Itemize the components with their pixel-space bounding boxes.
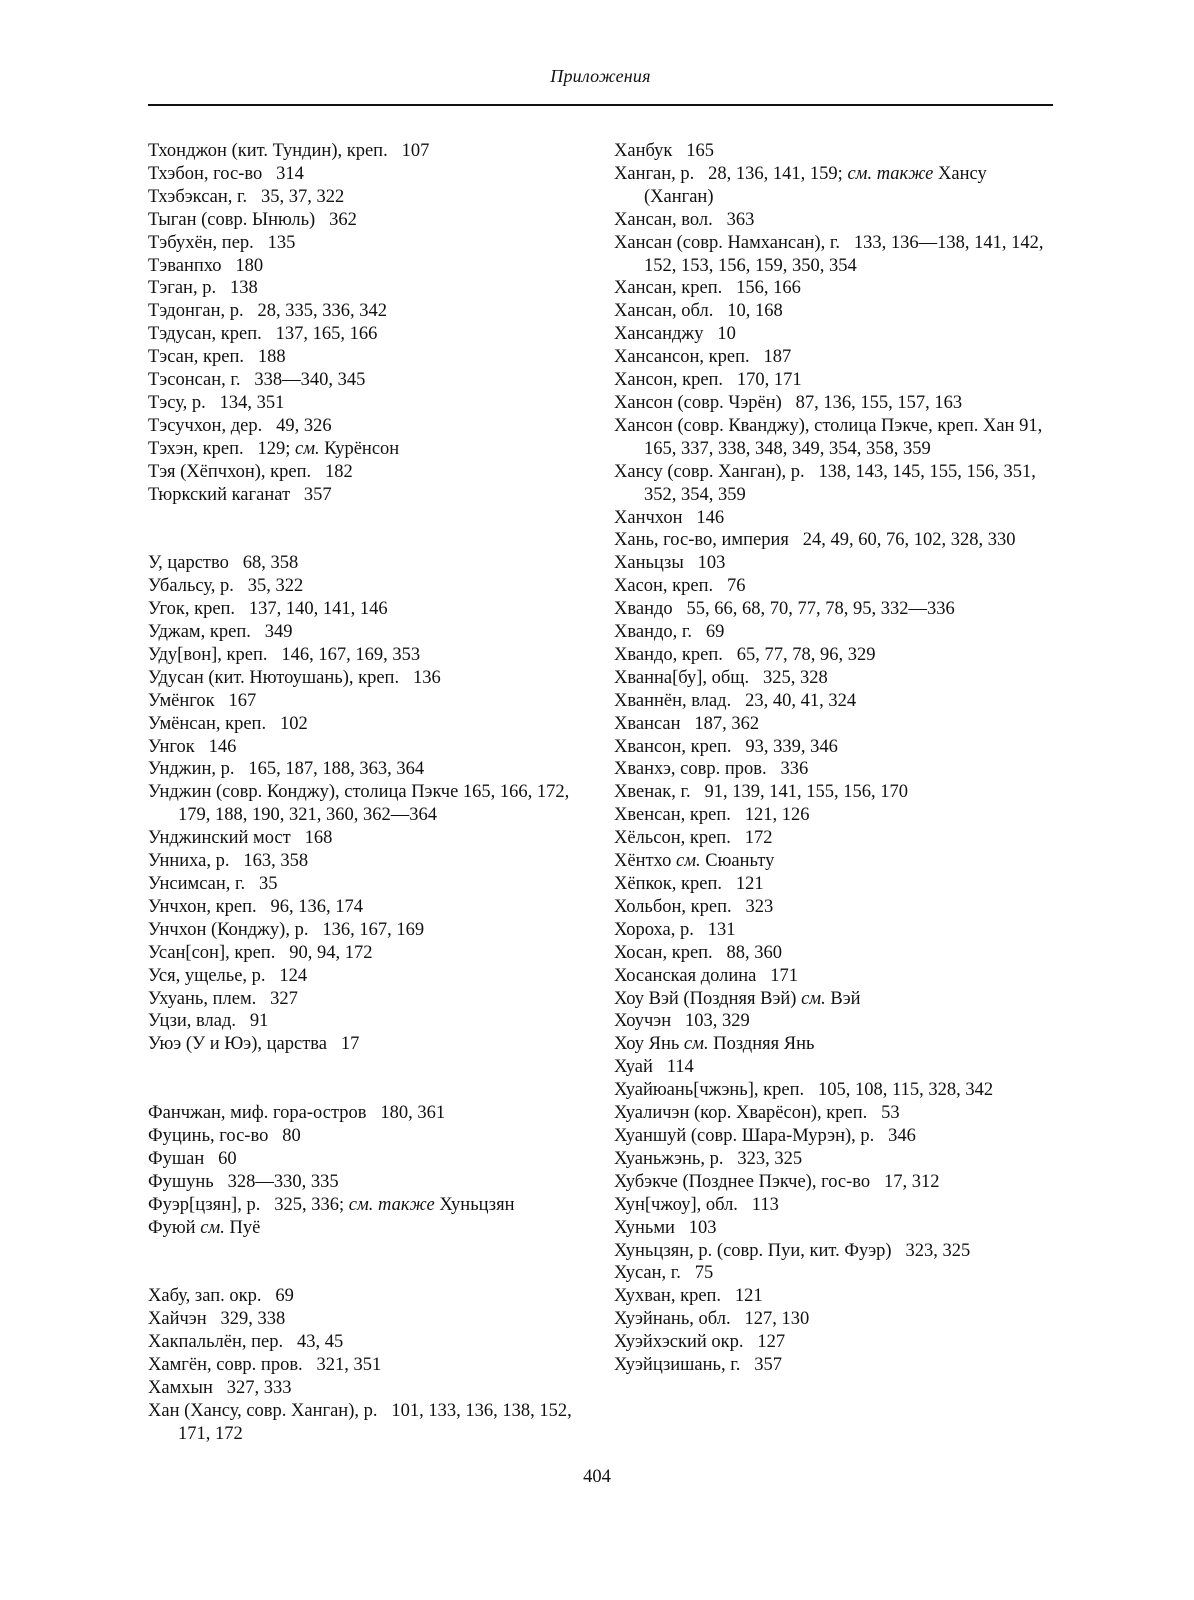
index-entry: Хабу, зап. окр. 69 (148, 1286, 294, 1307)
index-entry: Уду[вон], креп. 146, 167, 169, 353 (148, 644, 421, 665)
index-entry: Хансон (совр. Кванджу), столица Пэкче, креп. Хан 91, 165, 337, 338, 348, 349, 354, 358, 359 (614, 415, 1043, 459)
index-entry: Хвандо, г. 69 (614, 622, 725, 643)
index-entry: Ханбук 165 (614, 141, 715, 161)
index-entry: Хёнтхо см. Сюаньту (614, 851, 775, 872)
letter-section-gap (148, 1056, 588, 1102)
index-entry: Хванна[бу], общ. 325, 328 (614, 667, 828, 688)
index-entry: Хвандо 55, 66, 68, 70, 77, 78, 95, 332—336 (614, 599, 955, 620)
index-entry: Хансан, обл. 10, 168 (614, 301, 783, 322)
index-entry: Удусан (кит. Нютоушань), креп. 136 (148, 667, 441, 688)
index-entry: Тэванпхо 180 (148, 255, 264, 276)
index-entry: Хансон (совр. Чэрён) 87, 136, 155, 157, 163 (614, 392, 963, 413)
index-entry: Хвансон, креп. 93, 339, 346 (614, 736, 838, 757)
running-header: Приложения (550, 66, 651, 86)
index-entry: Хороха, р. 131 (614, 919, 736, 940)
index-entry: Хуэйхэский окр. 127 (614, 1332, 786, 1353)
index-column-right (614, 140, 1059, 1377)
index-entry: Ухуань, плем. 327 (148, 988, 298, 1009)
index-entry: Унчхон (Конджу), р. 136, 167, 169 (148, 919, 425, 940)
index-entry: Фуюй см. Пуё (148, 1217, 261, 1238)
index-entry: Уцзи, влад. 91 (148, 1011, 269, 1032)
index-entry: Хан (Хансу, совр. Ханган), р. 101, 133, 136, 138, 152, 171, 172 (148, 1400, 572, 1444)
index-entry: Хвандо, креп. 65, 77, 78, 96, 329 (614, 644, 876, 665)
index-entry: Ханчхон 146 (614, 507, 725, 528)
index-entry: Хуэйнань, обл. 127, 130 (614, 1309, 810, 1330)
index-entry: Хайчэн 329, 338 (148, 1309, 286, 1330)
index-entry: Хамхын 327, 333 (148, 1377, 292, 1398)
index-entry: Фуцинь, гос-во 80 (148, 1125, 301, 1146)
index-entry: Умёнгок 167 (148, 690, 257, 711)
index-entry: Хуньми 103 (614, 1217, 717, 1238)
index-entry: Унгок 146 (148, 736, 237, 757)
index-entry: Унджин, р. 165, 187, 188, 363, 364 (148, 759, 425, 780)
index-entry: Убальсу, р. 35, 322 (148, 576, 304, 597)
index-entry: Хансон, креп. 170, 171 (614, 370, 802, 391)
index-entry: Умёнсан, креп. 102 (148, 713, 308, 734)
index-entry: Уджам, креп. 349 (148, 622, 293, 643)
index-entry: Тэбухён, пер. 135 (148, 232, 296, 253)
index-entry: Хуаньжэнь, р. 323, 325 (614, 1148, 803, 1169)
index-entry: Тыган (совр. Ынюль) 362 (148, 209, 357, 230)
index-entry: Хуайюань[чжэнь], креп. 105, 108, 115, 328, 342 (614, 1080, 994, 1101)
index-entry: Уся, ущелье, р. 124 (148, 965, 308, 986)
index-entry: Унчхон, креп. 96, 136, 174 (148, 896, 363, 917)
index-entry: Хасон, креп. 76 (614, 576, 746, 597)
index-entry: Хубэкче (Позднее Пэкче), гос-во 17, 312 (614, 1171, 940, 1192)
index-entry: Хуаншуй (совр. Шара-Мурэн), р. 346 (614, 1125, 916, 1146)
index-entry: Хансансон, креп. 187 (614, 347, 792, 368)
index-entry: Фушан 60 (148, 1148, 237, 1169)
index-entry: Тюркский каганат 357 (148, 484, 332, 505)
index-entry: Хёпкок, креп. 121 (614, 874, 764, 894)
index-entry: Хуэйцзишань, г. 357 (614, 1355, 782, 1376)
index-entry: Фушунь 328—330, 335 (148, 1171, 339, 1192)
index-entry: Хамгён, совр. пров. 321, 351 (148, 1354, 382, 1375)
index-entry: Тэхэн, креп. 129; см. Курёнсон (148, 438, 400, 459)
index-entry: Ханьцзы 103 (614, 553, 726, 574)
index-entry: Унниха, р. 163, 358 (148, 851, 309, 872)
index-entry: Уюэ (У и Юэ), царства 17 (148, 1034, 360, 1055)
index-entry: Хоучэн 103, 329 (614, 1011, 750, 1032)
index-entry: Хусан, г. 75 (614, 1263, 714, 1284)
header-rule (148, 104, 1053, 106)
index-entry: Хуньцзян, р. (совр. Пуи, кит. Фуэр) 323, 325 (614, 1240, 971, 1261)
index-entry: Тхонджон (кит. Тундин), креп. 107 (148, 141, 430, 161)
index-entry: Тэсу, р. 134, 351 (148, 392, 285, 413)
index-entry: Унджин (совр. Конджу), столица Пэкче 165, 166, 172, 179, 188, 190, 321, 360, 362—364 (148, 782, 570, 826)
index-entry: Тхэбон, гос-во 314 (148, 163, 304, 184)
index-entry: Хань, гос-во, империя 24, 49, 60, 76, 102, 328, 330 (614, 530, 1016, 551)
index-entry: Хольбон, креп. 323 (614, 896, 774, 917)
index-entry: Хансан, креп. 156, 166 (614, 278, 801, 299)
index-entry: Тэган, р. 138 (148, 278, 258, 299)
index-entry: Хваннён, влад. 23, 40, 41, 324 (614, 690, 857, 711)
index-entry: Хёльсон, креп. 172 (614, 828, 773, 849)
index-entry: Хун[чжоу], обл. 113 (614, 1194, 779, 1215)
index-entry: Ханган, р. 28, 136, 141, 159; см. также Хансу (Ханган) (614, 163, 987, 207)
index-column-left (148, 140, 588, 1446)
index-entry: Хванхэ, совр. пров. 336 (614, 759, 809, 780)
page-number: 404 (583, 1467, 611, 1487)
index-entry: Хансанджу 10 (614, 324, 736, 345)
index-entry: Хосан, креп. 88, 360 (614, 942, 783, 963)
index-entry: У, царство 68, 358 (148, 553, 299, 574)
index-entry: Тэя (Хёпчхон), креп. 182 (148, 461, 353, 482)
letter-section-gap (148, 507, 588, 553)
index-entry: Унджинский мост 168 (148, 828, 333, 849)
index-entry: Хансан, вол. 363 (614, 209, 755, 230)
index-entry: Угок, креп. 137, 140, 141, 146 (148, 599, 388, 620)
index-entry: Хансан (совр. Намхансан), г. 133, 136—138, 141, 142, 152, 153, 156, 159, 350, 354 (614, 232, 1044, 276)
index-entry: Хуаличэн (кор. Хварёсон), креп. 53 (614, 1103, 900, 1124)
index-entry: Хухван, креп. 121 (614, 1286, 763, 1307)
index-entry: Хвансан 187, 362 (614, 713, 760, 734)
index-entry: Хвенсан, креп. 121, 126 (614, 805, 810, 826)
index-entry: Хуай 114 (614, 1057, 694, 1078)
index-entry: Хвенак, г. 91, 139, 141, 155, 156, 170 (614, 782, 909, 803)
index-entry: Тэсучхон, дер. 49, 326 (148, 415, 332, 436)
index-entry: Хосанская долина 171 (614, 965, 799, 986)
index-entry: Хакпальлён, пер. 43, 45 (148, 1332, 344, 1353)
index-entry: Фуэр[цзян], р. 325, 336; см. также Хуньцзян (148, 1194, 515, 1215)
index-entry: Усан[сон], креп. 90, 94, 172 (148, 942, 373, 963)
index-entry: Тэдусан, креп. 137, 165, 166 (148, 324, 378, 345)
index-entry: Фанчжан, миф. гора-остров 180, 361 (148, 1103, 446, 1124)
index-entry: Тэсан, креп. 188 (148, 347, 286, 368)
letter-section-gap (148, 1239, 588, 1285)
index-entry: Хоу Вэй (Поздняя Вэй) см. Вэй (614, 988, 861, 1009)
index-entry: Тхэбэксан, г. 35, 37, 322 (148, 186, 345, 207)
index-entry: Тэсонсан, г. 338—340, 345 (148, 370, 366, 391)
index-entry: Тэдонган, р. 28, 335, 336, 342 (148, 301, 388, 322)
index-entry: Унсимсан, г. 35 (148, 873, 278, 894)
index-entry: Хансу (совр. Ханган), р. 138, 143, 145, 155, 156, 351, 352, 354, 359 (614, 461, 1036, 505)
index-entry: Хоу Янь см. Поздняя Янь (614, 1034, 815, 1055)
